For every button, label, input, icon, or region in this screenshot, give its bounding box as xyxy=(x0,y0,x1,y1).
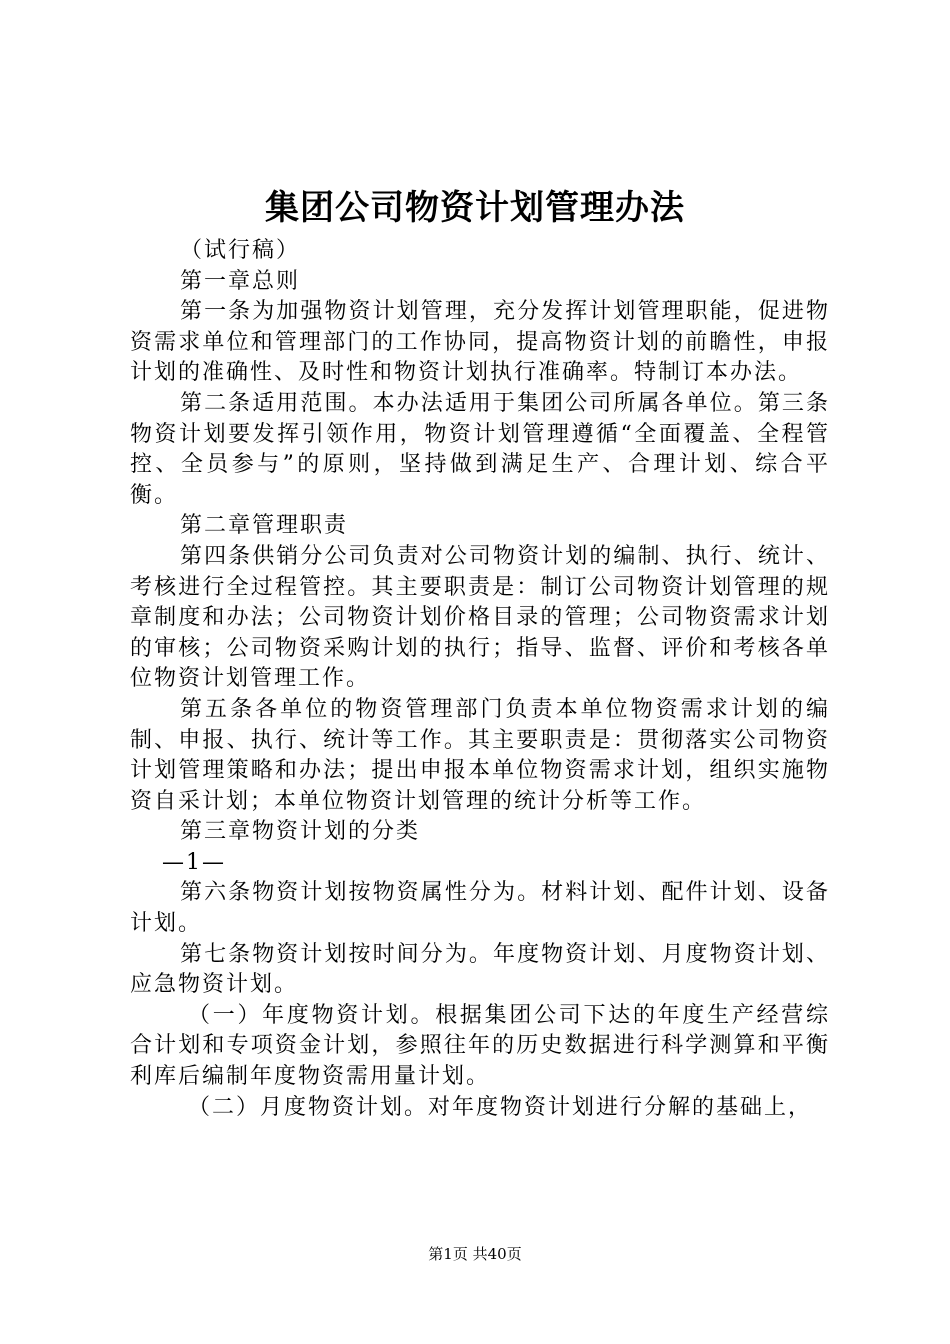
sub-item-paragraph: （二）月度物资计划。对年度物资计划进行分解的基础上， xyxy=(188,1094,813,1120)
article-paragraph: 第一条为加强物资计划管理，充分发挥计划管理职能，促进物资需求单位和管理部门的工作协同，提高物资计划的前瞻性，申报计划的准确性、及时性和物资计划执行准确率。特制订本办法。 xyxy=(130,299,830,386)
document-body xyxy=(130,236,830,1123)
chapter-heading: 第二章管理职责 xyxy=(180,513,349,539)
article-paragraph: 第六条物资计划按物资属性分为。材料计划、配件计划、设备计划。 xyxy=(130,880,830,937)
article-paragraph: 第二条适用范围。本办法适用于集团公司所属各单位。第三条物资计划要发挥引领作用，物资计划管理遵循“全面覆盖、全程管控、全员参与”的原则，坚持做到满足生产、合理计划、综合平衡。 xyxy=(130,390,830,508)
article-paragraph: 第七条物资计划按时间分为。年度物资计划、月度物资计划、应急物资计划。 xyxy=(130,941,830,998)
article-paragraph: 第五条各单位的物资管理部门负责本单位物资需求计划的编制、申报、执行、统计等工作。其主要职责是：贯彻落实公司物资计划管理策略和办法；提出申报本单位物资需求计划，组织实施物资自采计划；本单位物资计划管理的统计分析等工作。 xyxy=(130,696,830,814)
draft-note: （试行稿） xyxy=(180,238,301,263)
chapter-heading: 第三章物资计划的分类 xyxy=(180,819,421,845)
article-paragraph: 第四条供销分公司负责对公司物资计划的编制、执行、统计、考核进行全过程管控。其主要职责是：制订公司物资计划管理的规章制度和办法；公司物资计划价格目录的管理；公司物资需求计划的审核；公司物资采购计划的执行；指导、监督、评价和考核各单位物资计划管理工作。 xyxy=(130,543,830,692)
chapter-heading: 第一章总则 xyxy=(180,268,301,294)
page-footer: 第1页 共40页 xyxy=(428,1245,522,1263)
document-title: 集团公司物资计划管理办法 xyxy=(265,188,685,228)
sub-item-paragraph: （一）年度物资计划。根据集团公司下达的年度生产经营综合计划和专项资金计划，参照往年的历史数据进行科学测算和平衡利库后编制年度物资需用量计划。 xyxy=(130,1002,830,1090)
inline-page-marker: —1— xyxy=(162,849,226,875)
